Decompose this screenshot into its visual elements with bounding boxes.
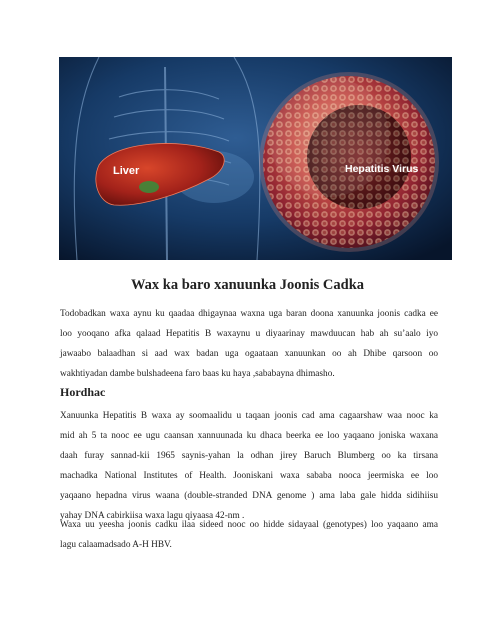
intro-line: jawaabo balaadhan si aad wax badan uga ogaataan xanuunkan oo ah Dhibe qarsoon oo [60, 349, 438, 359]
intro-line: loo yooqano afka qalaad Hepatitis B waxaynu u diyaarinay mawduucan hab ah su’aalo iyo [60, 329, 438, 339]
liver-label: Liver [113, 165, 140, 177]
genotype-line: Waxa uu yeesha joonis cadku ilaa sideed nooc oo hidde sidayaal (genotypes) loo yaqaano ama [60, 520, 438, 530]
intro-line: wakhtiyadan dambe bulshadeena faro baas ku haya ,sababayna dhimasho. [60, 369, 335, 379]
section-heading: Hordhac [60, 385, 106, 399]
section-line: machadka National Institutes of Health. Jooniskani waxa sababa nooca jeermiska ee loo [60, 471, 438, 481]
section-line: mid ah 5 ta nooc ee ugu caansan xannuunada ku dhaca beerka ee loo yaqaano joniska waxana [60, 431, 438, 441]
section-line: yahay DNA cabirkiisa waxa lagu qiyaasa 42-nm . [60, 511, 245, 521]
virus-label: Hepatitis Virus [345, 163, 419, 175]
document-title: Wax ka baro xanuunka Joonis Cadka [130, 277, 365, 293]
intro-line: Todobadkan waxa aynu ku qaadaa dhigaynaa waxna uga baran doona xanuunka joonis cadka ee [60, 309, 438, 319]
liver-virus-illustration [59, 57, 452, 260]
genotype-paragraph [60, 515, 438, 555]
intro-paragraph [60, 304, 438, 384]
section-line: daah furay sannad-kii 1965 saynis-yahan la odhan jirey Baruch Blumberg oo ka tirsana [60, 451, 438, 461]
hero-illustration [59, 57, 452, 260]
genotype-line: lagu calaamadsado A-H HBV. [60, 540, 172, 550]
section-line: Xanuunka Hepatitis B waxa ay soomaalidu u taqaan joonis cad ama cagaarshaw waa nooc ka [60, 411, 438, 421]
section-line: yaqaano hepadna virus waana (double-stranded DNA genome ) ama laba gale hidda sidihiisu [60, 491, 438, 501]
virus-particle [259, 72, 439, 252]
section-paragraph [60, 406, 438, 526]
